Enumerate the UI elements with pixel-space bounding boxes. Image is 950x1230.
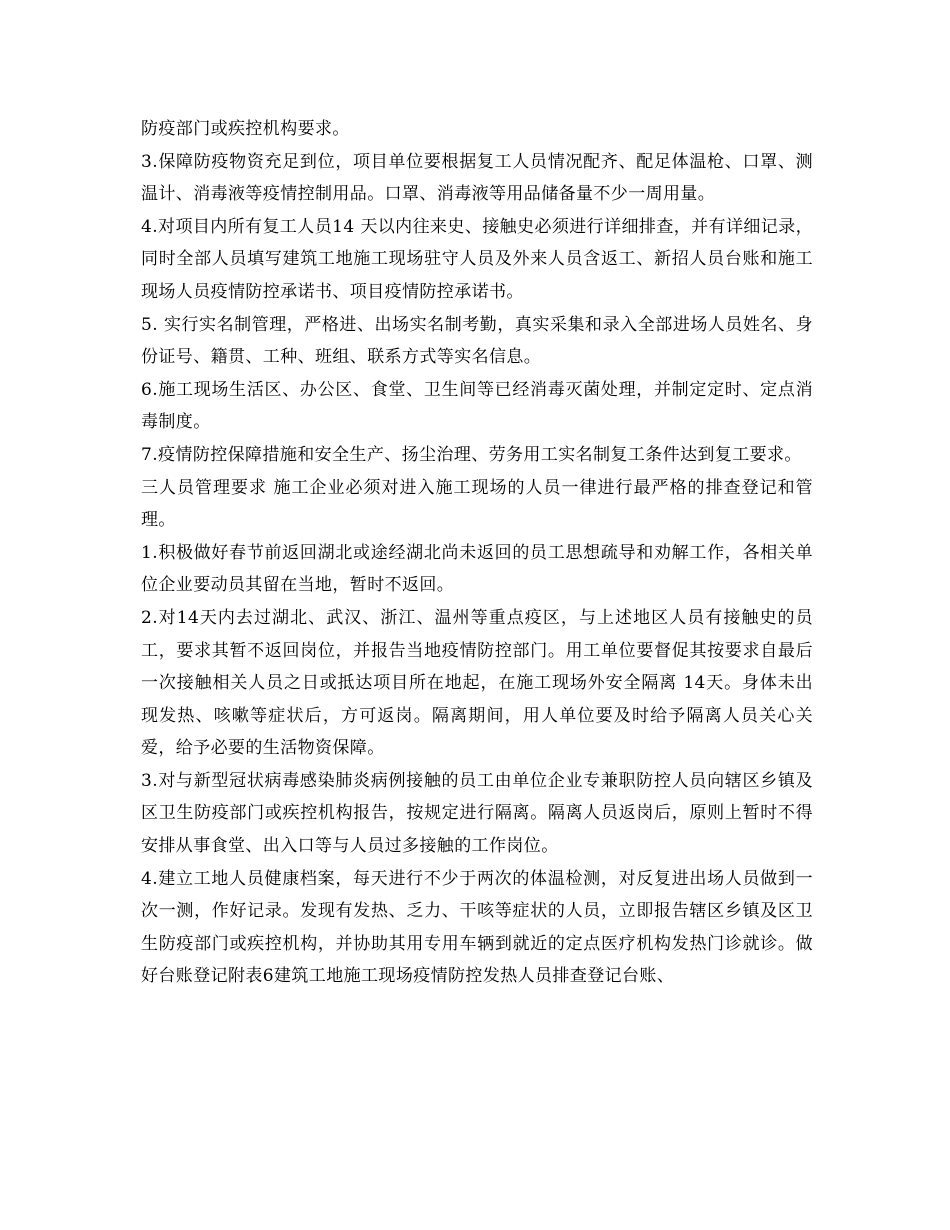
paragraph-item-5-real-name: 5. 实行实名制管理，严格进、出场实名制考勤，真实采集和录入全部进场人员姓名、身份证号、籍贯、工种、班组、联系方式等实名信息。 (141, 314, 813, 368)
paragraph-personnel-3: 3.对与新型冠状病毒感染肺炎病例接触的员工由单位企业专兼职防控人员向辖区乡镇及区卫生防疫部门或疾控机构报告，按规定进行隔离。隔离人员返岗后，原则上暂时不得安排从事食堂、出入口等与人员过多接触的工作岗位。 (141, 770, 813, 857)
paragraph-personnel-2: 2.对14天内去过湖北、武汉、浙江、温州等重点疫区，与上述地区人员有接触史的员工，要求其暂不返回岗位，并报告当地疫情防控部门。用工单位要督促其按要求自最后一次接触相关人员之日或抵达项目所在地起，在施工现场外安全隔离 14天。身体未出现发热、咳嗽等症状后，方可返岗。隔离期间，用人单位要及时给予隔离人员关心关爱，给予必要的生活物资保障。 (141, 607, 813, 759)
paragraph-personnel-1: 1.积极做好春节前返回湖北或途经湖北尚未返回的员工思想疏导和劝解工作，各相关单位企业要动员其留在当地，暂时不返回。 (141, 542, 813, 596)
paragraph-continuation: 防疫部门或疾控机构要求。 (141, 119, 350, 139)
paragraph-item-3-supplies: 3.保障防疫物资充足到位，项目单位要根据复工人员情况配齐、配足体温枪、口罩、测温计、消毒液等疫情控制用品。口罩、消毒液等用品储备量不少一周用量。 (141, 151, 813, 205)
paragraph-item-7-conditions: 7.疫情防控保障措施和安全生产、扬尘治理、劳务用工实名制复工条件达到复工要求。 (141, 444, 802, 465)
paragraph-personnel-4: 4.建立工地人员健康档案，每天进行不少于两次的体温检测，对反复进出场人员做到一次一测，作好记录。发现有发热、乏力、干咳等症状的人员，立即报告辖区乡镇及区卫生防疫部门或疾控机构，并协助其用专用车辆到就近的定点医疗机构发热门诊就诊。做好台账登记附表6建筑工地施工现场疫情防控发热人员排查登记台账、 (141, 868, 813, 987)
section-heading-personnel: 三人员管理要求 施工企业必须对进入施工现场的人员一律进行最严格的排查登记和管理。 (141, 477, 813, 531)
document-body (141, 113, 813, 993)
paragraph-item-6-disinfection: 6.施工现场生活区、办公区、食堂、卫生间等已经消毒灭菌处理，并制定定时、定点消毒制度。 (141, 379, 813, 433)
paragraph-item-4-screening: 4.对项目内所有复工人员14 天以内往来史、接触史必须进行详细排查，并有详细记录，同时全部人员填写建筑工地施工现场驻守人员及外来人员含返工、新招人员台账和施工现场人员疫情防控承诺书、项目疫情防控承诺书。 (141, 216, 813, 302)
